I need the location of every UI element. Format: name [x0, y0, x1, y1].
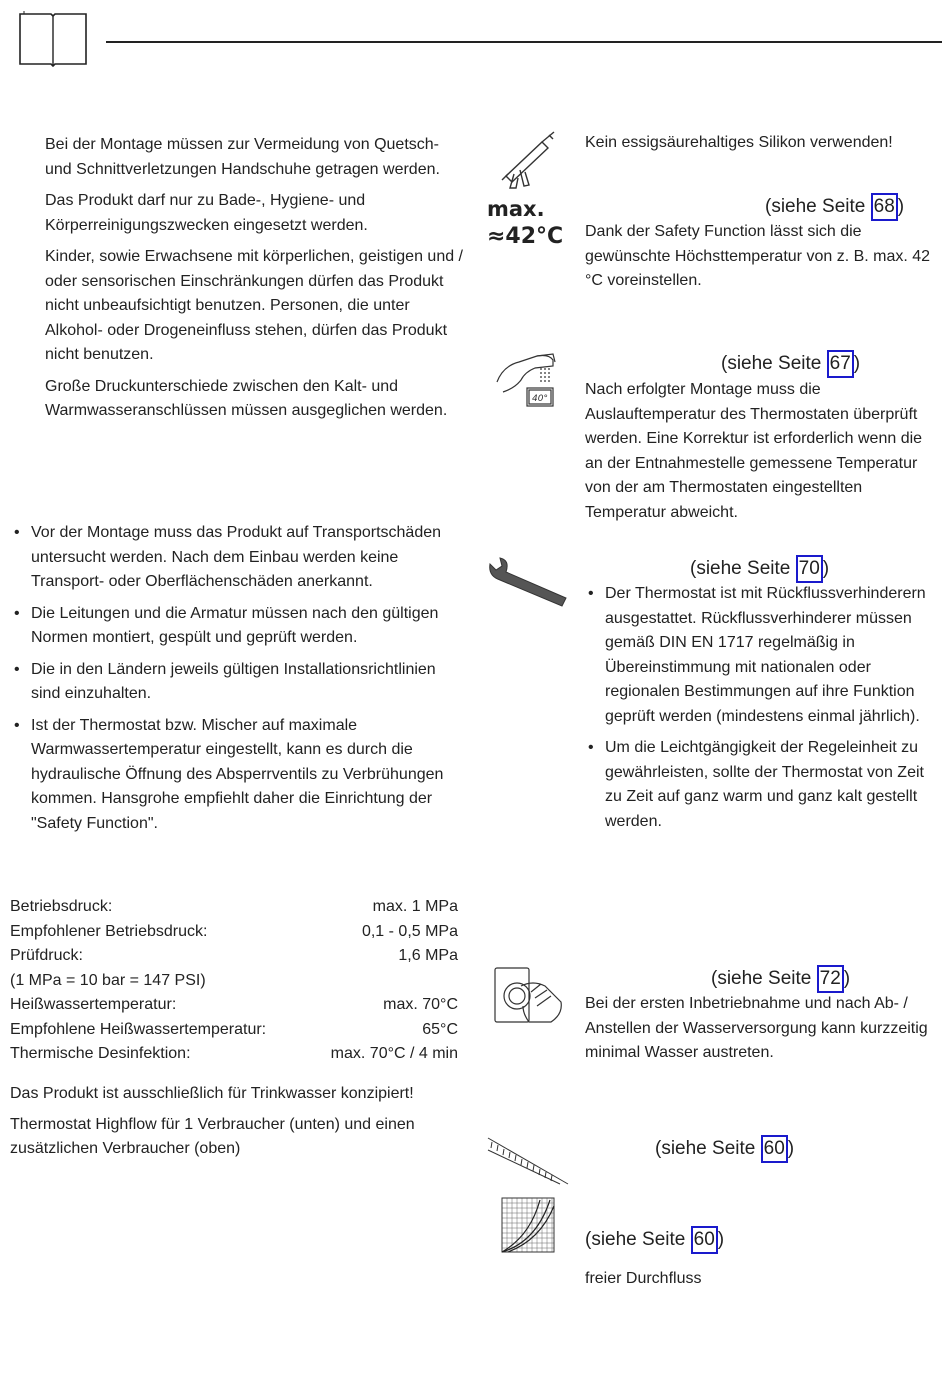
page-link-68[interactable]: 68 — [871, 193, 898, 221]
safety-function-text: Dank der Safety Function lässt sich die gewünschte Höchsttemperatur von z. B. max. 42 °C voreinstellen. — [585, 223, 931, 289]
spec-row — [10, 993, 458, 1018]
startup-text: Bei der ersten Inbetriebnahme und nach Ab- / Anstellen der Wasserversorgung kann kurzzeitig minimal Wasser austreten. — [585, 995, 928, 1061]
dimension-diagram-icon — [486, 1136, 570, 1186]
adjustment-text: Nach erfolgter Montage muss die Auslauftemperatur des Thermostaten überprüft werden. Eine Korrektur ist erforderlich wenn die an der Entnahmestelle gemessene Temperatur von der am Thermostaten eingestellten Temperatur abweicht. — [585, 381, 923, 521]
page-reference — [711, 965, 850, 993]
page-reference — [585, 1226, 724, 1254]
list-item: • Ist der Thermostat bzw. Mischer auf maximale Warmwassertemperatur eingestellt, kann es durch die hydraulische Öffnung des Absperrventils zu Verbrühungen kommen. Hansgrohe empfiehlt daher die Einrichtung der "Safety Function". — [10, 714, 465, 837]
spec-label: Heißwassertemperatur: — [10, 996, 177, 1013]
ref-suffix: ) — [717, 1229, 725, 1250]
thermostat-hand-icon — [493, 966, 565, 1024]
silicone-note: Kein essigsäurehaltiges Silikon verwenden! — [585, 134, 893, 151]
spec-row — [10, 969, 458, 994]
supervision-note: Kinder, sowie Erwachsene mit körperlichen, geistigen und / oder sensorischen Einschränkungen dürfen das Produkt nicht unbeaufsichtigt benutzen. Personen, die unter Alkohol- oder Drogeneinfluss stehen, dürfen das Produkt nicht benutzen. — [45, 248, 463, 363]
header-rule — [106, 41, 942, 43]
page-reference — [655, 1135, 794, 1163]
ref-prefix: (siehe Seite — [655, 1138, 761, 1159]
ref-prefix: (siehe Seite — [721, 353, 827, 374]
ref-suffix: ) — [897, 196, 905, 217]
spec-label: Thermische Desinfektion: — [10, 1045, 191, 1062]
ref-prefix: (siehe Seite — [585, 1229, 691, 1250]
installation-notes — [10, 521, 465, 843]
spec-value: max. 70°C — [383, 996, 458, 1013]
ref-prefix: (siehe Seite — [765, 196, 871, 217]
ref-suffix: ) — [822, 558, 830, 579]
list-item: • Um die Leichtgängigkeit der Regeleinheit zu gewährleisten, sollte der Thermostat von Zeit zu Zeit auf ganz warm und ganz kalt gestellt werden. — [585, 736, 940, 834]
page-link-60[interactable]: 60 — [761, 1135, 788, 1163]
max-temperature-label — [487, 196, 577, 252]
list-item: • Vor der Montage muss das Produkt auf Transportschäden untersucht werden. Nach dem Einbau werden keine Transport- oder Oberflächenschäden anerkannt. — [10, 521, 465, 595]
ref-prefix: (siehe Seite — [711, 968, 817, 989]
spec-label: Prüfdruck: — [10, 947, 83, 964]
spec-label: Empfohlene Heißwassertemperatur: — [10, 1020, 267, 1038]
wrench-icon — [486, 556, 568, 610]
page-reference — [765, 193, 904, 221]
spec-value: 1,6 MPa — [398, 947, 458, 964]
spec-label: Empfohlener Betriebsdruck: — [10, 922, 208, 940]
silicone-gun-icon — [496, 130, 560, 192]
list-item: • Die Leitungen und die Armatur müssen nach den gültigen Normen montiert, gespült und geprüft werden. — [10, 602, 465, 651]
max-temp-value: ≈42°C — [487, 224, 564, 249]
page-link-70[interactable]: 70 — [796, 555, 823, 583]
spec-row — [10, 944, 458, 969]
page-link-67[interactable]: 67 — [827, 350, 854, 378]
thermometer-hand-icon — [493, 348, 561, 412]
technical-data — [10, 895, 458, 1067]
flow-chart-icon — [500, 1196, 556, 1254]
safety-notes — [45, 133, 465, 431]
flow-label: freier Durchfluss — [585, 1270, 702, 1287]
usage-notes — [10, 1082, 460, 1168]
spec-row — [10, 1042, 458, 1067]
ref-suffix: ) — [843, 968, 851, 989]
spec-label: Betriebsdruck: — [10, 898, 113, 915]
spec-row — [10, 920, 458, 945]
ref-suffix: ) — [787, 1138, 795, 1159]
thermometer-display: 40° — [532, 394, 548, 404]
spec-row — [10, 895, 458, 920]
page-link-60[interactable]: 60 — [691, 1226, 718, 1254]
spec-value: max. 70°C / 4 min — [330, 1045, 458, 1062]
list-item: • Der Thermostat ist mit Rückflussverhinderern ausgestattet. Rückflussverhinderer müssen gemäß DIN EN 1717 regelmäßig in Übereinstimmung mit nationalen oder regionalen Bestimmungen auf ihre Funktion geprüft werden (mindestens einmal jährlich). — [585, 582, 940, 729]
service-notes — [585, 582, 940, 841]
spec-label: (1 MPa = 10 bar = 147 PSI) — [10, 971, 206, 989]
highflow-note: Thermostat Highflow für 1 Verbraucher (unten) und einen zusätzlichen Verbraucher (oben) — [10, 1115, 415, 1157]
page-reference — [690, 555, 829, 583]
ref-prefix: (siehe Seite — [690, 558, 796, 579]
gloves-note: Bei der Montage müssen zur Vermeidung von Quetsch- und Schnittverletzungen Handschuhe getragen werden. — [45, 136, 440, 178]
usage-note: Das Produkt darf nur zu Bade-, Hygiene- und Körperreinigungszwecken eingesetzt werden. — [45, 192, 368, 234]
ref-suffix: ) — [853, 353, 861, 374]
list-item: • Die in den Ländern jeweils gültigen Installationsrichtlinien sind einzuhalten. — [10, 658, 465, 707]
drinking-water-note: Das Produkt ist ausschließlich für Trinkwasser konzipiert! — [10, 1085, 414, 1102]
spec-value: max. 1 MPa — [372, 898, 458, 915]
book-icon — [18, 10, 88, 68]
spec-row — [10, 1018, 458, 1043]
spec-value: 0,1 - 0,5 MPa — [361, 922, 458, 940]
max-label: max. — [487, 197, 545, 221]
page-reference — [721, 350, 860, 378]
spec-value: 65°C — [422, 1020, 458, 1038]
page-link-72[interactable]: 72 — [817, 965, 844, 993]
pressure-note: Große Druckunterschiede zwischen den Kalt- und Warmwasseranschlüssen müssen ausgeglichen werden. — [45, 377, 448, 419]
